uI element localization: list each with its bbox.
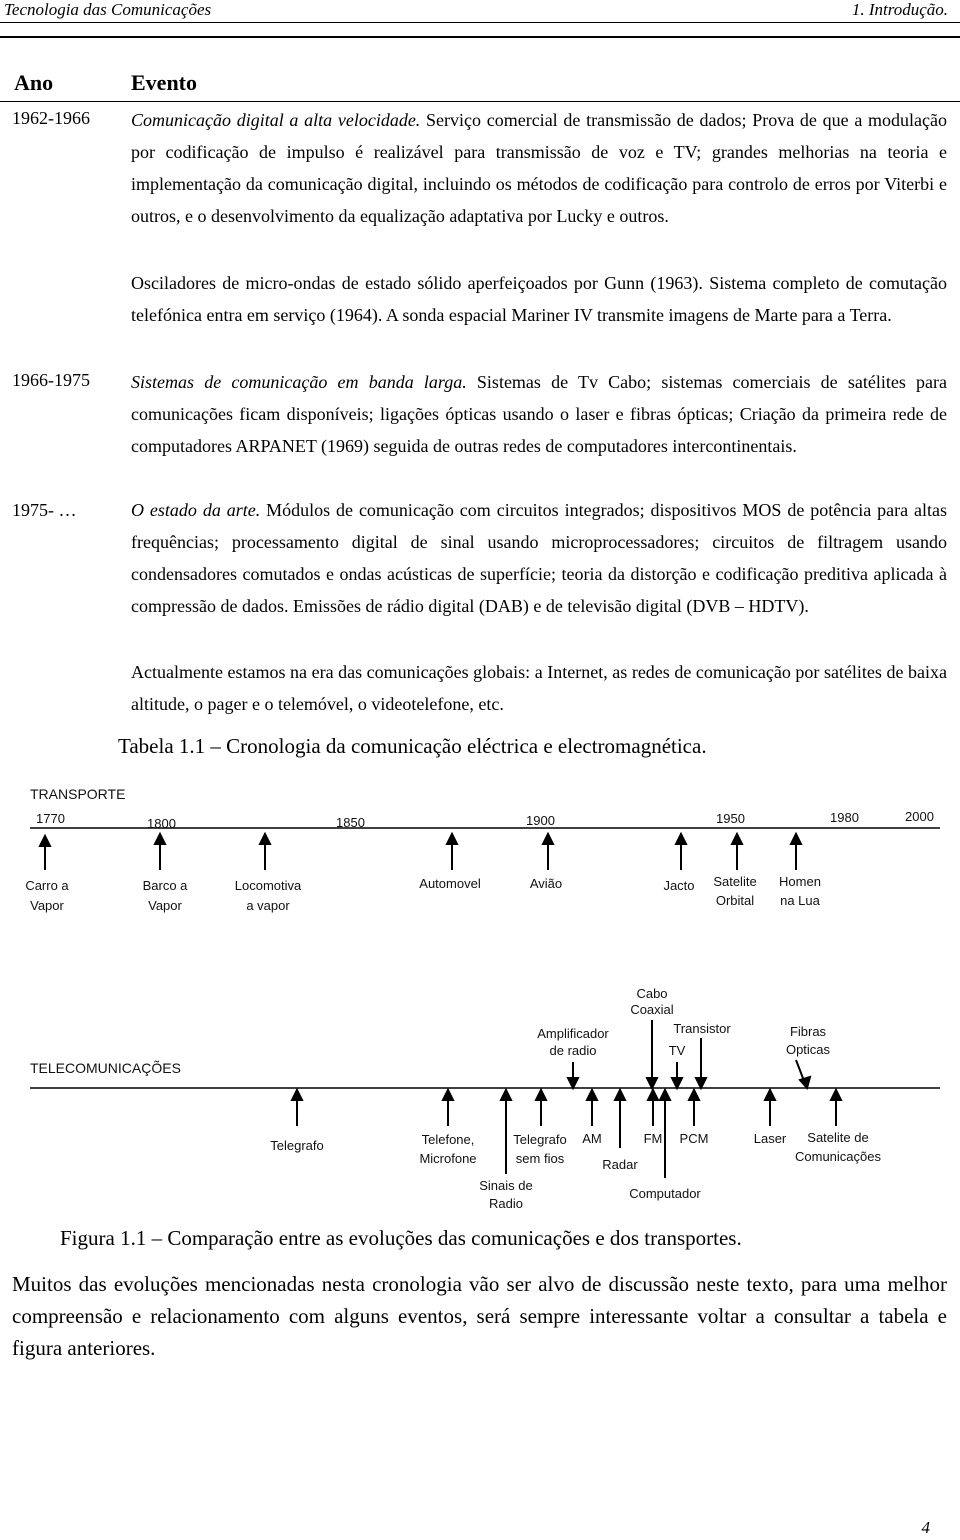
table-row-event-continued: Actualmente estamos na era das comunicações globais: a Internet, as redes de comunicação por satélites de baixa altitude, o pager e o telemóvel, o videotelefone, etc. — [131, 662, 947, 714]
arrowhead — [831, 1090, 841, 1100]
telecom-event-label: de radio — [549, 1043, 597, 1058]
arrowhead — [648, 1090, 658, 1100]
table-top-rule — [0, 36, 960, 38]
year-label: 1850 — [336, 815, 365, 830]
arrowhead — [800, 1077, 810, 1088]
telecom-title: TELECOMUNICAÇÕES — [30, 1060, 181, 1076]
timeline-svg — [0, 770, 960, 1220]
transport-event-label: Locomotiva — [234, 878, 302, 893]
event-lead: Sistemas de comunicação em banda larga. — [131, 372, 467, 392]
event-text: Serviço comercial de transmissão de dados; Prova de que a modulação por codificação de impulso é realizável para transmissão de voz e TV; grandes melhorias na teoria e implementação da comunicação digital, incluindo os métodos de codificação para controlo de erros por Viterbi e outros, e o desenvolvimento da equalização adaptativa por Lucky e outros. — [131, 110, 947, 226]
chapter-title: 1. Introdução. — [851, 0, 948, 19]
arrowhead — [292, 1090, 302, 1100]
arrowhead — [501, 1090, 511, 1100]
arrowhead — [660, 1090, 670, 1100]
table-row-event — [131, 366, 947, 462]
telecom-event-label: Coaxial — [630, 1002, 674, 1017]
transport-event-label: Carro a — [25, 878, 69, 893]
telecom-event-label: sem fios — [515, 1151, 565, 1166]
telecom-event-label: Microfone — [419, 1151, 477, 1166]
arrowhead — [443, 1090, 453, 1100]
year-label: 1980 — [830, 810, 859, 825]
telecom-event-label: Satelite de — [807, 1130, 869, 1145]
table-caption: Tabela 1.1 – Cronologia da comunicação eléctrica e electromagnética. — [118, 734, 707, 758]
page-header — [0, 0, 960, 24]
arrowhead — [689, 1090, 699, 1100]
telecom-event-label: Computador — [629, 1186, 701, 1201]
figure-caption: Figura 1.1 – Comparação entre as evoluções das comunicações e dos transportes. — [60, 1226, 742, 1250]
telecom-event-label: Telefone, — [421, 1132, 475, 1147]
timeline-figure — [0, 770, 960, 1220]
arrowhead — [587, 1090, 597, 1100]
transport-event-label: a vapor — [246, 898, 290, 913]
telecom-event-label: Cabo — [636, 986, 668, 1001]
book-title: Tecnologia das Comunicações — [4, 0, 212, 19]
arrowhead — [765, 1090, 775, 1100]
telecom-event-label: Telegrafo — [270, 1138, 324, 1153]
telecom-event-label: Radar — [602, 1157, 638, 1172]
arrowhead — [672, 1078, 682, 1088]
arrowhead — [647, 1078, 657, 1088]
arrowhead — [696, 1078, 706, 1088]
arrowhead — [260, 834, 270, 844]
table-row-event — [131, 104, 947, 232]
telecom-event-label: Opticas — [785, 1042, 831, 1057]
transport-event-label: Vapor — [148, 898, 182, 913]
telecom-event-label: FM — [643, 1131, 663, 1146]
transport-event-label: Homen — [779, 874, 821, 889]
event-lead: O estado da arte. — [131, 500, 261, 520]
closing-paragraph: Muitos das evoluções mencionadas nesta cronologia vão ser alvo de discussão neste texto, para uma melhor compreensão e relacionamento com alguns eventos, será sempre interessante voltar a consultar a tabela e figura anteriores. — [12, 1272, 947, 1360]
telecom-event-label: Laser — [753, 1131, 787, 1146]
transport-event-label: Barco a — [142, 878, 188, 893]
column-header-ano: Ano — [14, 70, 54, 95]
arrowhead — [543, 834, 553, 844]
telecom-event-label: Fibras — [789, 1024, 827, 1039]
telecom-event-label: Telegrafo — [513, 1132, 567, 1147]
telecom-event-label: AM — [582, 1131, 602, 1146]
telecom-event-label: Comunicações — [795, 1149, 881, 1164]
arrowhead — [732, 834, 742, 844]
transport-event-label: Automovel — [419, 876, 481, 891]
transport-event-label: Orbital — [715, 893, 755, 908]
arrowhead — [676, 834, 686, 844]
transport-event-label: Avião — [529, 876, 563, 891]
table-row-year: 1975- … — [12, 500, 77, 520]
column-header-evento: Evento — [131, 70, 197, 95]
year-label: 1800 — [147, 816, 176, 831]
year-label: 1770 — [36, 811, 65, 826]
page-number: 4 — [921, 1518, 930, 1537]
table-row-event-continued: Osciladores de micro-ondas de estado sólido aperfeiçoados por Gunn (1963). Sistema completo de comutação telefónica entra em serviço (1964). A sonda espacial Mariner IV transmite imagens de Marte para a Terra. — [131, 273, 947, 325]
arrowhead — [447, 834, 457, 844]
transport-event-label: Vapor — [30, 898, 64, 913]
telecom-event-label: Sinais de — [479, 1178, 533, 1193]
table-row-event — [131, 494, 947, 622]
transport-event-label: Jacto — [663, 878, 695, 893]
telecom-event-label: Transistor — [673, 1021, 731, 1036]
transport-event-label: Satelite — [713, 874, 757, 889]
table-header-rule — [0, 101, 960, 102]
transport-title: TRANSPORTE — [30, 786, 126, 802]
arrowhead — [568, 1078, 578, 1088]
year-label: 1950 — [716, 811, 745, 826]
event-text: Módulos de comunicação com circuitos integrados; dispositivos MOS de potência para altas frequências; processamento digital de sinal usando microprocessadores; circuitos de filtragem usando condensadores comutados e ondas acústicas de superfície; teoria da distorção e codificação preditiva aplicada à compressão de dados. Emissões de rádio digital (DAB) e de televisão digital (DVB – HDTV). — [131, 500, 947, 616]
arrowhead — [155, 834, 165, 844]
header-rule — [0, 22, 960, 23]
arrowhead — [536, 1090, 546, 1100]
arrowhead — [40, 836, 50, 846]
telecom-event-label: TV — [668, 1043, 686, 1058]
arrowhead — [615, 1090, 625, 1100]
arrowhead — [791, 834, 801, 844]
telecom-event-label: PCM — [679, 1131, 709, 1146]
telecom-event-label: Radio — [489, 1196, 523, 1211]
transport-event-label: na Lua — [780, 893, 820, 908]
event-text: Sistemas de Tv Cabo; sistemas comerciais de satélites para comunicações ficam disponíveis; ligações ópticas usando o laser e fibras ópticas; Criação da primeira rede de computadores ARPANET (1969) seguida de outras redes de computadores intercontinentais. — [131, 372, 947, 456]
table-row-year: 1966-1975 — [12, 370, 90, 390]
year-label: 1900 — [526, 813, 555, 828]
telecom-event-label: Amplificador — [537, 1026, 609, 1041]
year-label: 2000 — [905, 809, 934, 824]
event-lead: Comunicação digital a alta velocidade. — [131, 110, 421, 130]
table-row-year: 1962-1966 — [12, 108, 90, 128]
